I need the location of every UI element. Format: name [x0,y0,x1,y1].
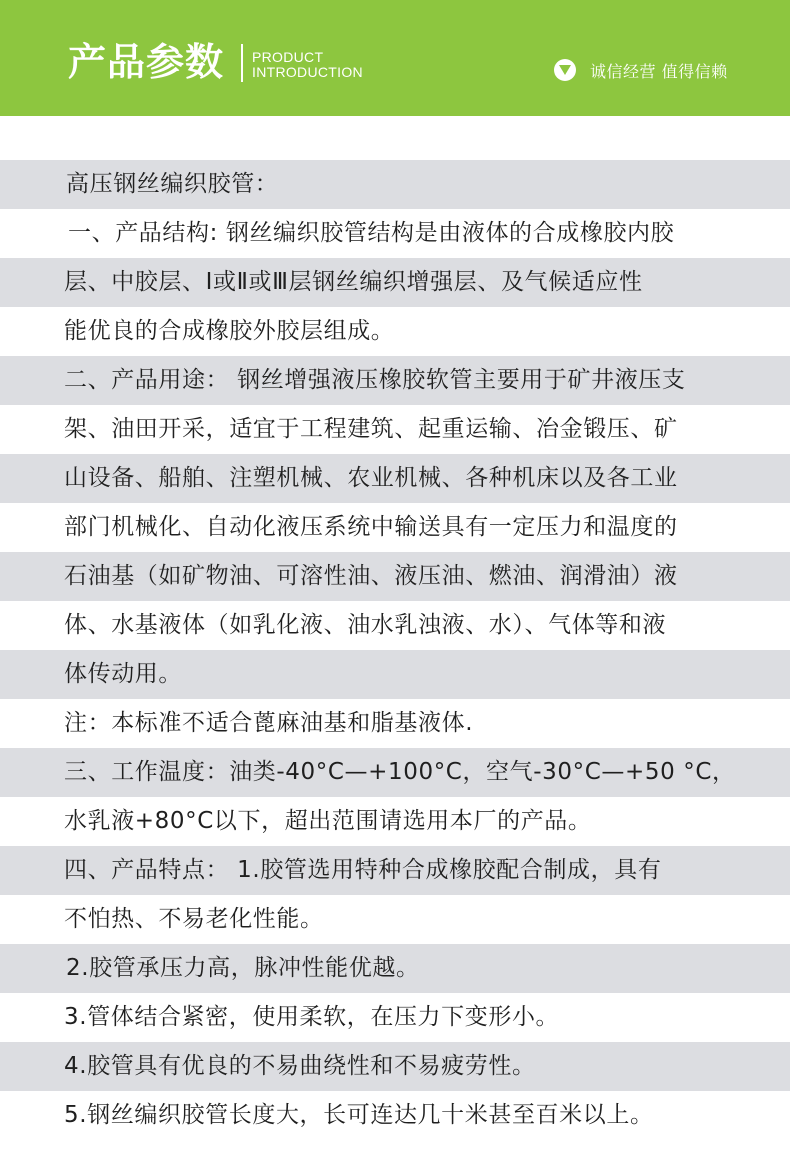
slogan [554,58,728,82]
spec-line: 架、油田开采，适宜于工程建筑、起重运输、冶金锻压、矿 [64,416,678,442]
spec-line: 不怕热、不易老化性能。 [64,906,324,932]
spec-line: 四、产品特点： 1.胶管选用特种合成橡胶配合制成，具有 [0,846,790,895]
header-banner [0,0,790,116]
slogan-text: 诚信经营 值得信赖 [590,61,728,81]
chevron-down-circle-icon [554,59,576,81]
page-title: 产品参数 [68,40,225,84]
spec-line: 5.钢丝编织胶管长度大，长可连达几十米甚至百米以上。 [64,1102,654,1128]
title-divider [241,44,243,82]
spec-line: 二、产品用途： 钢丝增强液压橡胶软管主要用于矿井液压支 [0,356,790,405]
spec-line: 2.胶管承压力高，脉冲性能优越。 [0,944,790,993]
spec-line: 水乳液+80°C以下，超出范围请选用本厂的产品。 [64,808,592,834]
spec-list [0,160,790,1140]
spec-line: 山设备、船舶、注塑机械、农业机械、各种机床以及各工业 [0,454,790,503]
spec-line: 3.管体结合紧密，使用柔软，在压力下变形小。 [64,1004,560,1030]
title-english-line-1: PRODUCT [252,49,324,65]
spec-line: 能优良的合成橡胶外胶层组成。 [64,318,395,344]
spec-line: 4.胶管具有优良的不易曲绕性和不易疲劳性。 [0,1042,790,1091]
spec-line: 部门机械化、自动化液压系统中输送具有一定压力和温度的 [64,514,678,540]
title-english-line-2: INTRODUCTION [252,64,363,80]
spec-line: 层、中胶层、Ⅰ或Ⅱ或Ⅲ层钢丝编织增强层、及气候适应性 [0,258,790,307]
spec-line-note: 注：本标准不适合蓖麻油基和脂基液体. [64,710,474,736]
spec-line: 体传动用。 [0,650,790,699]
spec-line: 一、产品结构: 钢丝编织胶管结构是由液体的合成橡胶内胶 [68,220,675,246]
title-english [252,50,363,80]
spec-line: 石油基（如矿物油、可溶性油、液压油、燃油、润滑油）液 [0,552,790,601]
spec-line-heading: 高压钢丝编织胶管： [0,160,790,209]
spec-line: 体、水基液体（如乳化液、油水乳浊液、水）、气体等和液 [64,612,667,638]
spec-line: 三、工作温度：油类-40°C—+100°C，空气-30°C—+50 °C， [0,748,790,797]
